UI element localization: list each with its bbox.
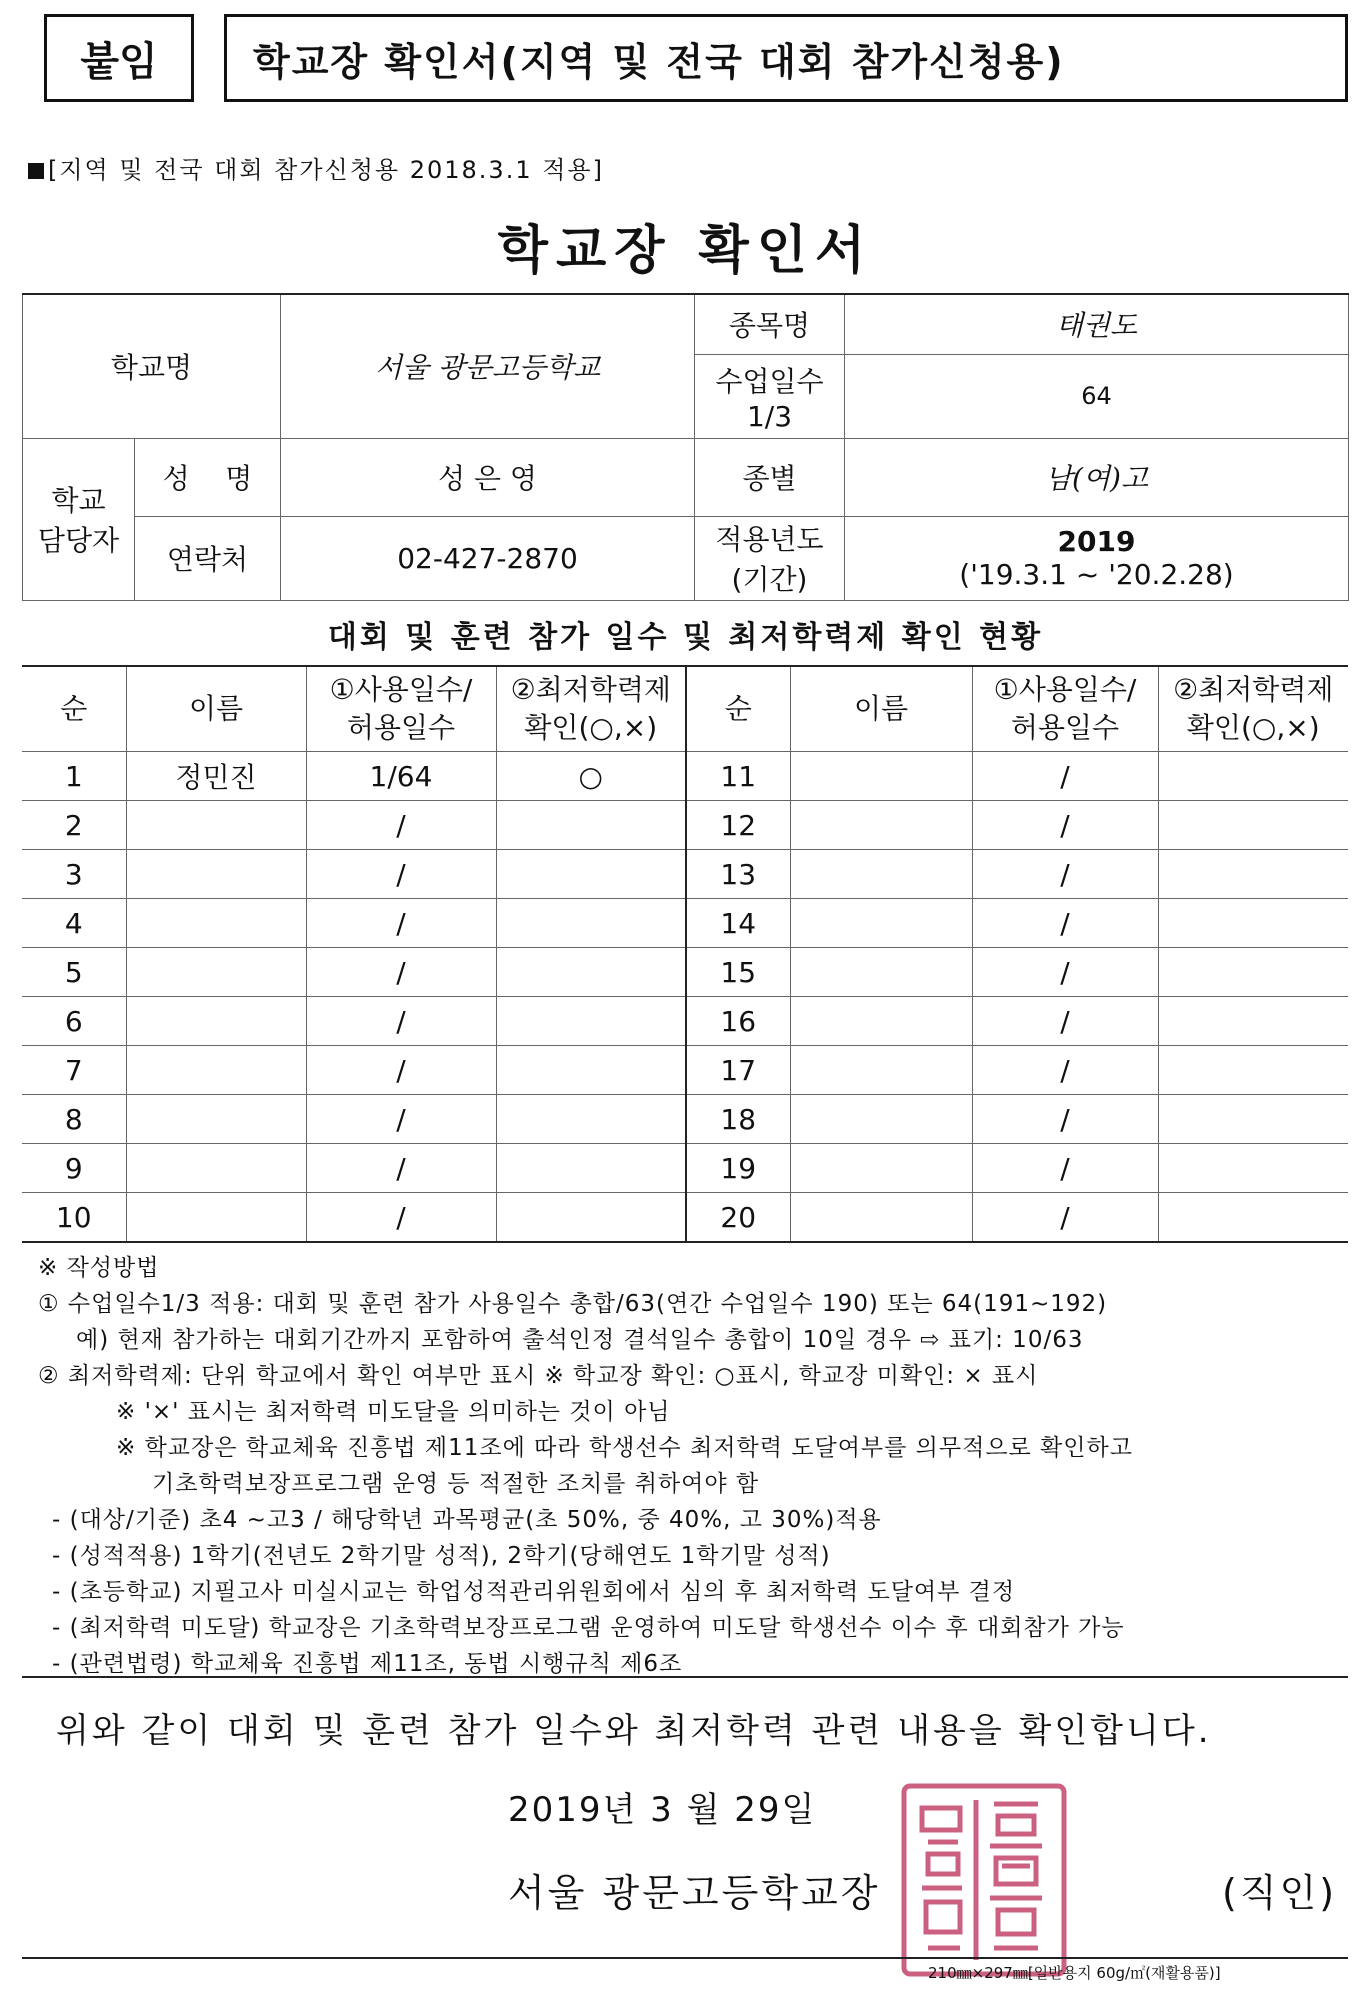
- note-1-line1: ① 수업일수1/3 적용: 대회 및 훈련 참가 사용일수 총합/63(연간 수업일수 190) 또는 64(191~192): [38, 1291, 1108, 1317]
- square-bullet-icon: [28, 163, 44, 179]
- col-days-header-line1: ①사용일수/: [329, 673, 473, 706]
- col-no-header: 순: [686, 666, 790, 752]
- sport-label: 종목명: [695, 294, 845, 354]
- col-no-header: 순: [22, 666, 126, 752]
- sport-value: 태권도: [845, 294, 1349, 354]
- days-used: /: [972, 899, 1158, 948]
- note-dash-1: - (대상/기준) 초4 ~고3 / 해당학년 과목평균(초 50%, 중 40%, 고 30%)적용: [52, 1507, 882, 1533]
- days-used: /: [306, 948, 496, 997]
- apply-period: ('19.3.1 ~ '20.2.28): [959, 558, 1234, 591]
- note-4-line2: 기초학력보장프로그램 운영 등 적절한 조치를 취하여야 함: [152, 1471, 760, 1497]
- note-4-line1: ※ 학교장은 학교체육 진흥법 제11조에 따라 학생선수 최저학력 도달여부를 의무적으로 확인하고: [116, 1435, 1133, 1461]
- col-min-header: [1158, 666, 1348, 752]
- participant-name: [126, 997, 306, 1046]
- table-row: [22, 752, 1348, 801]
- participant-name: [790, 948, 972, 997]
- row-number: 10: [22, 1193, 126, 1243]
- participant-name: [126, 850, 306, 899]
- min-grade-check: [496, 850, 686, 899]
- min-grade-check: [1158, 752, 1348, 801]
- days-used: /: [306, 850, 496, 899]
- confirmation-statement: 위와 같이 대회 및 훈련 참가 일수와 최저학력 관련 내용을 확인합니다.: [56, 1711, 1212, 1751]
- days-used: 1/64: [306, 752, 496, 801]
- school-name-label: 학교명: [23, 294, 281, 438]
- participant-name: [790, 899, 972, 948]
- name-label: 성 명: [135, 438, 281, 516]
- principal-name: 서울 광문고등학교장: [508, 1871, 881, 1915]
- days-used: /: [972, 1046, 1158, 1095]
- apply-year-label: [695, 516, 845, 600]
- row-number: 3: [22, 850, 126, 899]
- note-2: ② 최저학력제: 단위 학교에서 확인 여부만 표시 ※ 학교장 확인: ○표시, 학교장 미확인: × 표시: [38, 1363, 1039, 1389]
- row-number: 7: [22, 1046, 126, 1095]
- class-days-label-line2: 1/3: [746, 399, 793, 433]
- apply-year-label-line2: (기간): [731, 563, 808, 596]
- min-grade-check: [1158, 1144, 1348, 1193]
- days-used: /: [972, 1095, 1158, 1144]
- days-used: /: [972, 850, 1158, 899]
- table-row: [22, 899, 1348, 948]
- apply-year-label-line1: 적용년도: [715, 523, 824, 556]
- col-min-header: [496, 666, 686, 752]
- participant-name: [790, 1193, 972, 1243]
- col-name-header: 이름: [126, 666, 306, 752]
- note-dash-4: - (최저학력 미도달) 학교장은 기초학력보장프로그램 운영하여 미도달 학생선수 이수 후 대회참가 가능: [52, 1615, 1125, 1641]
- days-used: /: [306, 997, 496, 1046]
- row-number: 16: [686, 997, 790, 1046]
- participant-name: [790, 1144, 972, 1193]
- participant-name: [790, 752, 972, 801]
- participant-name: 정민진: [126, 752, 306, 801]
- class-days-label: [695, 354, 845, 438]
- col-days-header-line2: 허용일수: [346, 711, 456, 744]
- row-number: 8: [22, 1095, 126, 1144]
- issue-date: 2019년 3 월 29일: [508, 1790, 817, 1830]
- days-used: /: [306, 1046, 496, 1095]
- table-row: [22, 850, 1348, 899]
- row-number: 12: [686, 801, 790, 850]
- participant-table: [22, 665, 1348, 1243]
- table-row: [22, 997, 1348, 1046]
- note-dash-3: - (초등학교) 지필고사 미실시교는 학업성적관리위원회에서 심의 후 최저학력 도달여부 결정: [52, 1579, 1016, 1605]
- col-days-header-line2: 허용일수: [1010, 711, 1120, 744]
- manager-label: [23, 438, 135, 600]
- days-used: /: [972, 1144, 1158, 1193]
- gender-label: 종별: [695, 438, 845, 516]
- divider: [22, 1676, 1348, 1678]
- contact-value: 02-427-2870: [281, 516, 695, 600]
- row-number: 6: [22, 997, 126, 1046]
- days-used: /: [972, 752, 1158, 801]
- note-dash-2: - (성적적용) 1학기(전년도 2학기말 성적), 2학기(당해연도 1학기말 성적): [52, 1543, 831, 1569]
- days-used: /: [972, 1193, 1158, 1243]
- official-seal-stamp: [898, 1780, 1070, 1980]
- apply-year-value: [845, 516, 1349, 600]
- min-grade-check: [1158, 1193, 1348, 1243]
- days-used: /: [306, 801, 496, 850]
- days-used: /: [972, 948, 1158, 997]
- col-min-header-line1: ②최저학력제: [1173, 673, 1334, 706]
- min-grade-check: [496, 997, 686, 1046]
- participant-name: [126, 948, 306, 997]
- participant-header-row: [22, 666, 1348, 752]
- min-grade-check: [496, 948, 686, 997]
- col-min-header-line2: 확인(○,×): [1186, 711, 1320, 744]
- school-name-value: 서울 광문고등학교: [281, 294, 695, 438]
- attachment-tag: 붙임: [44, 14, 194, 102]
- row-number: 4: [22, 899, 126, 948]
- row-number: 14: [686, 899, 790, 948]
- bottom-divider: [22, 1957, 1348, 1959]
- notes-heading: ※ 작성방법: [38, 1255, 160, 1281]
- note-dash-5: - (관련법령) 학교체육 진흥법 제11조, 동법 시행규칙 제6조: [52, 1651, 683, 1677]
- row-number: 15: [686, 948, 790, 997]
- row-number: 18: [686, 1095, 790, 1144]
- row-number: 2: [22, 801, 126, 850]
- col-min-header-line2: 확인(○,×): [524, 711, 658, 744]
- min-grade-check: [1158, 850, 1348, 899]
- table-row: [22, 1193, 1348, 1243]
- min-grade-check: [1158, 801, 1348, 850]
- col-days-header-line1: ①사용일수/: [993, 673, 1137, 706]
- row-number: 11: [686, 752, 790, 801]
- row-number: 17: [686, 1046, 790, 1095]
- apply-note: [28, 150, 604, 185]
- col-name-header: 이름: [790, 666, 972, 752]
- min-grade-check: [1158, 899, 1348, 948]
- participant-name: [790, 1095, 972, 1144]
- min-grade-check: [496, 899, 686, 948]
- section-title: 대회 및 훈련 참가 일수 및 최저학력제 확인 현황: [327, 620, 1044, 655]
- days-used: /: [306, 899, 496, 948]
- participant-name: [126, 1095, 306, 1144]
- form-header-title: 학교장 확인서(지역 및 전국 대회 참가신청용): [224, 14, 1348, 102]
- row-number: 1: [22, 752, 126, 801]
- table-row: [22, 1144, 1348, 1193]
- seal-label: (직인): [1222, 1871, 1338, 1915]
- note-1-line2: 예) 현재 참가하는 대회기간까지 포함하여 출석인정 결석일수 총합이 10일 경우 ⇨ 표기: 10/63: [76, 1327, 1084, 1353]
- participant-name: [790, 1046, 972, 1095]
- min-grade-check: [1158, 1046, 1348, 1095]
- manager-label-line1: 학교: [51, 484, 106, 517]
- min-grade-check: ○: [496, 752, 686, 801]
- participant-name: [790, 997, 972, 1046]
- min-grade-check: [496, 801, 686, 850]
- min-grade-check: [1158, 997, 1348, 1046]
- participant-name: [126, 1193, 306, 1243]
- apply-year: 2019: [1057, 525, 1136, 558]
- gender-value: 남(여)고: [845, 438, 1349, 516]
- table-row: [22, 948, 1348, 997]
- days-used: /: [306, 1144, 496, 1193]
- participant-name: [126, 1144, 306, 1193]
- days-used: /: [972, 801, 1158, 850]
- document-title: 학교장 확인서: [497, 221, 874, 281]
- col-min-header-line1: ②최저학력제: [510, 673, 671, 706]
- participant-name: [790, 850, 972, 899]
- class-days-value: 64: [845, 354, 1349, 438]
- col-days-header: [306, 666, 496, 752]
- participant-name: [126, 801, 306, 850]
- participant-name: [126, 899, 306, 948]
- min-grade-check: [1158, 948, 1348, 997]
- days-used: /: [306, 1193, 496, 1243]
- row-number: 20: [686, 1193, 790, 1243]
- class-days-label-line1: 수업일수: [715, 364, 824, 398]
- paper-spec: 210㎜×297㎜[일반용지 60g/㎡(재활용품)]: [928, 1964, 1221, 1982]
- min-grade-check: [496, 1193, 686, 1243]
- row-number: 13: [686, 850, 790, 899]
- apply-note-text: [지역 및 전국 대회 참가신청용 2018.3.1 적용]: [48, 156, 604, 184]
- row-number: 9: [22, 1144, 126, 1193]
- contact-label: 연락처: [135, 516, 281, 600]
- col-days-header: [972, 666, 1158, 752]
- instructions: [38, 1250, 1358, 1682]
- days-used: /: [972, 997, 1158, 1046]
- min-grade-check: [496, 1095, 686, 1144]
- manager-label-line2: 담당자: [37, 524, 120, 557]
- participant-name: [790, 801, 972, 850]
- table-row: [22, 1046, 1348, 1095]
- note-3: ※ '×' 표시는 최저학력 미도달을 의미하는 것이 아님: [116, 1399, 671, 1425]
- row-number: 19: [686, 1144, 790, 1193]
- row-number: 5: [22, 948, 126, 997]
- min-grade-check: [1158, 1095, 1348, 1144]
- min-grade-check: [496, 1046, 686, 1095]
- table-row: [22, 1095, 1348, 1144]
- school-info-table: [22, 293, 1349, 601]
- min-grade-check: [496, 1144, 686, 1193]
- table-row: [22, 801, 1348, 850]
- days-used: /: [306, 1095, 496, 1144]
- participant-name: [126, 1046, 306, 1095]
- name-value: 성 은 영: [281, 438, 695, 516]
